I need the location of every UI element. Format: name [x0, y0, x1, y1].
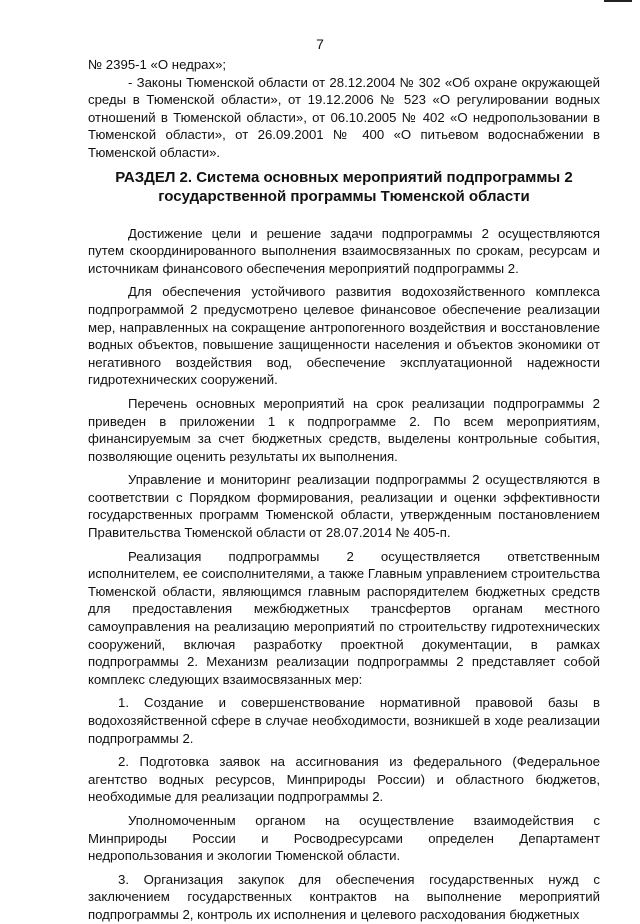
paragraph: Для обеспечения устойчивого развития водохозяйственного комплекса подпрограммой 2 предусмотрено целевое финансовое обеспечение реализации мер, направленных на сокращение антропогенного воздействия и восстановление водных объектов, повышение защищенности населения и объектов экономики от негативного воздействия вод, обеспечение эксплуатационной надежности гидротехнических сооружений.: [88, 284, 600, 388]
numbered-item: 2. Подготовка заявок на ассигнования из федерального (Федеральное агентство водных ресурсов, Минприроды России) и областного бюджетов, необходимые для реализации подпрограммы 2.: [88, 754, 600, 805]
top-edge-mark: [604, 0, 632, 2]
lead-line: № 2395-1 «О недрах»;: [88, 57, 227, 72]
section-heading-line-2: государственной программы Тюменской области: [158, 188, 530, 206]
paragraph: Реализация подпрограммы 2 осуществляется ответственным исполнителем, ее соисполнителями, а также Главным управлением строительства Тюменской области, являющимся главным распорядителем бюджетных средств для предоставления межбюджетных трансфертов органам местного самоуправления на реализацию мероприятий по строительству гидротехнических сооружений, включая разработку проектной документации, в рамках подпрограммы 2. Механизм реализации подпрограммы 2 представляет собой комплекс следующих взаимосвязанных мер:: [88, 548, 600, 687]
section-heading-line-1: РАЗДЕЛ 2. Система основных мероприятий подпрограммы 2: [115, 168, 573, 186]
document-body: [88, 56, 600, 924]
numbered-item: 1. Создание и совершенствование нормативной правовой базы в водохозяйственной сфере в случае необходимости, возникшей в ходе реализации подпрограммы 2.: [88, 695, 600, 746]
page-number: 7: [316, 36, 324, 52]
numbered-item: 3. Организация закупок для обеспечения государственных нужд с заключением государственных контрактов на выполнение мероприятий подпрограммы 2, контроль их исполнения и целевого расходования бюджетных: [88, 871, 600, 922]
paragraph: Достижение цели и решение задачи подпрограммы 2 осуществляются путем скоординированного выполнения взаимосвязанных по срокам, ресурсам и источникам финансового обеспечения мероприятий подпрограммы 2.: [88, 225, 600, 276]
paragraph: Перечень основных мероприятий на срок реализации подпрограммы 2 приведен в приложении 1 к подпрограмме 2. По всем мероприятиям, финансируемым за счет бюджетных средств, выделены контрольные события, позволяющие оценить результаты их выполнения.: [88, 395, 600, 464]
paragraph: Уполномоченным органом на осуществление взаимодействия с Минприроды России и Росводресурсами определен Департамент недропользования и экологии Тюменской области.: [88, 812, 600, 864]
laws-list-item: - Законы Тюменской области от 28.12.2004 № 302 «Об охране окружающей среды в Тюменской области», от 19.12.2006 № 523 «О регулировании водных отношений в Тюменской области», от 06.10.2005 № 402 «О недропользовании в Тюменской области», от 26.09.2001 № 400 «О питьевом водоснабжении в Тюменской области».: [88, 74, 600, 160]
section-heading: [88, 168, 600, 207]
paragraph: Управление и мониторинг реализации подпрограммы 2 осуществляются в соответствии с Порядком формирования, реализации и оценки эффективности государственных программ Тюменской области, утвержденным постановлением Правительства Тюменской области от 28.07.2014 № 405-п.: [88, 472, 600, 541]
